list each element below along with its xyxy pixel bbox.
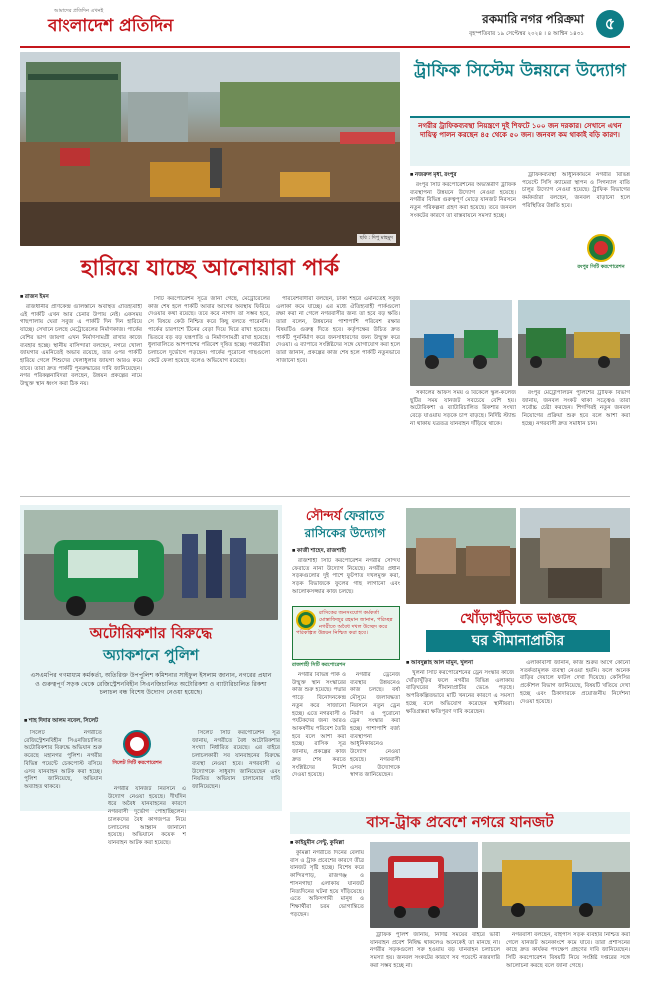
beauty-quote: রাসিকের জনসংযোগ কর্মকর্তা মোস্তাফিজুর রহমান জানান, পরিচ্ছন্ন নগরীতে অবৈধ দখল উচ্ছেদ করে পরিকল্পিত উন্নয়ন নিশ্চিত করা হবে।: [296, 610, 393, 637]
rangpur-logo-label: রংপুর সিটি করপোরেশন: [577, 264, 625, 270]
beauty-headline-line2: রাসিকের উদ্যোগ: [304, 526, 386, 540]
sylhet-city-corporation-logo-icon: [123, 730, 151, 758]
auto-headline-1: অটোরিকশার বিরুদ্ধে: [89, 624, 213, 642]
border-headline-2-bar: [426, 630, 610, 652]
sylhet-logo-box: [108, 730, 166, 782]
street-traffic-illustration: [518, 300, 630, 386]
bus-illustration: [370, 842, 478, 928]
rangpur-logo-box: [572, 234, 630, 288]
park-photo: [20, 52, 400, 246]
beauty-headline-rest: ফেরাতে: [343, 509, 385, 524]
masthead-date: বৃহস্পতিবার ১৯ সেপ্টেম্বর ২০২৪ । ৪ আশ্বিন ১৪৩১: [469, 31, 584, 37]
photo-credit: ছবি : দিপু মাহমুদ: [357, 234, 396, 243]
border-photo-2: [520, 508, 630, 604]
damaged-wall-illustration: [406, 508, 516, 604]
masthead-rule: [20, 46, 630, 48]
auto-photo: [24, 510, 278, 620]
bus-col2: ট্রাফিক পুলিশ জানায়, নির্দিষ্ট সময়ের বাইরে ভারী যানবাহন প্রবেশ নিষিদ্ধ থাকলেও অনেকেই তা মানছে না। নগরীর সড়কগুলো সরু হওয়ায় বড় যানবাহন চলাচলে সমস্যা হয়। জনবল সংকটের কারণে সব পয়েন্টে নজরদারি করা সম্ভব হচ্ছে না।: [370, 932, 500, 969]
auto-highlight: এসএমপির গণমাধ্যম কর্মকর্তা, অতিরিক্ত উপপুলিশ কমিশনার সাইফুল ইসলাম জানান, নগরের প্রধান ও গুরুত্বপূর্ণ সড়ক থেকে রেজিস্ট্রেশনবিহীন সিএনজিচালিত অটোরিকশা ও ব্যাটারিচালিত রিকশা চলাচল বন্ধ বিশেষ উদ্যোগ নেওয়া হয়েছে।: [30, 672, 272, 697]
traffic-highlight-text: নগরীর ট্রাফিকব্যবস্থা নিয়ন্ত্রণে দুই শিফটে ১০০ জন দরকার। সেখানে এখন দায়িত্ব পালন করছেন ৪৫ থেকে ৫০ জন। জনবল কম থাকাই বড়ি কারণ।: [418, 122, 622, 140]
beauty-quote-box: [292, 606, 400, 660]
border-col2: এলাকাবাসী জানান, কাজ শুরুর আগে কোনো সতর্কতামূলক ব্যবস্থা নেওয়া হয়নি। ফলে অনেক বাড়ির দেয়ালে ফাটল দেখা দিয়েছে। কেসিসির প্রকৌশল বিভাগ জানিয়েছে, বিষয়টি খতিয়ে দেখা হচ্ছে এবং ঠিকাদারকে প্রয়োজনীয় নির্দেশনা দেওয়া হয়েছে।: [520, 660, 630, 705]
traffic-photo-street: [518, 300, 630, 386]
rickshaw-illustration: [410, 300, 512, 386]
broken-boundary-illustration: [520, 508, 630, 604]
traffic-col3: সকালের অফিস সময় ও বিকেলে স্কুল-কলেজ ছুটির সময় যানজট সবচেয়ে বেশি হয়। অটোরিকশা ও ব্যাটারিচালিত রিকশার সংখ্যা বেড়ে যাওয়ায় সড়কে চাপ বাড়ছে। নির্দিষ্ট স্ট্যান্ড না থাকায় যত্রতত্র যানবাহন দাঁড়িয়ে থাকে।: [410, 390, 516, 427]
sylhet-logo-label: সিলেট সিটি করপোরেশন: [112, 760, 162, 766]
bus-photo-2: [482, 842, 630, 928]
traffic-headline: ট্রাফিক সিস্টেম উন্নয়নে উদ্যোগ: [414, 61, 626, 81]
park-col2: সিটি করপোরেশন সূত্রে জানা গেছে, মেট্রোরেলের কাজ শেষ হলে পার্কটি আবার আগের অবস্থায় ফিরিয়ে দেওয়ার কথা রয়েছে। তবে কবে নাগাদ তা সম্ভব হবে, সে বিষয়ে কেউ নিশ্চিত করে কিছু বলতে পারেননি। পার্কের চারপাশে টিনের বেড়া দিয়ে ঘিরে রাখা হয়েছে। ভিতরে বড় বড় যন্ত্রপাতি ও নির্মাণসামগ্রী রাখা হয়েছে। ধুলাবালিতে আশপাশের পরিবেশ দূষিত হচ্ছে। পথচারীরা চলাচলে দুর্ভোগে পড়ছেন। পার্কের পুরোনো গাছগুলো কেটে ফেলা হয়েছে বলেও অভিযোগ রয়েছে।: [148, 296, 270, 364]
auto-col3: সিলেট সিটি করপোরেশন সূত্র জানায়, নগরীতে বৈধ অটোরিকশার সংখ্যা নির্ধারিত রয়েছে। এর বাইরে চলাচলকারী সব যানবাহনের বিরুদ্ধে ব্যবস্থা নেওয়া হবে। নগরবাসী এ উদ্যোগকে সাধুবাদ জানিয়েছেন এবং নিয়মিত অভিযান চালানোর দাবি জানিয়েছেন।: [192, 730, 280, 791]
section-divider: [20, 496, 630, 497]
bus-col1: কুমিল্লা নগরীতে দিনের বেলায় বাস ও ট্রাক প্রবেশের কারণে তীব্র যানজট সৃষ্টি হচ্ছে। বিশেষ করে কান্দিরপাড়, রাজগঞ্জ ও শাসনগাছা এলাকায় যানজট নিত্যদিনের ঘটনা হয়ে দাঁড়িয়েছে। এতে অফিসগামী মানুষ ও শিক্ষার্থীরা চরম ভোগান্তিতে পড়ছেন।: [290, 850, 364, 918]
masthead: [20, 6, 630, 46]
traffic-byline: ■ নজরুল মৃধা, রংপুর: [410, 172, 457, 178]
bus-col3: নগরবাসী বলছেন, বাইপাস সড়ক ব্যবহার নিশ্চিত করা গেলে যানজট অনেকাংশে কমে যাবে। তারা প্রশাসনের কাছে দ্রুত কার্যকর পদক্ষেপ গ্রহণের দাবি জানিয়েছেন। সিটি করপোরেশন বিষয়টি নিয়ে সংশ্লিষ্ট দপ্তরের সঙ্গে আলোচনা করছে বলে জানা গেছে।: [506, 932, 630, 969]
auto-headline-2: অ্যাকশনে পুলিশ: [103, 646, 199, 664]
beauty-headline: [290, 508, 400, 525]
page-number: ৫: [596, 10, 624, 38]
bus-photo-1: [370, 842, 478, 928]
masthead-section: রকমারি নগর পরিক্রমা: [482, 12, 584, 26]
beauty-headline-red: সৌন্দর্য: [305, 509, 342, 524]
beauty-col2: নগরীর ড্রেনেজ ব্যবস্থার উন্নয়নেও কাজ চলছে। বর্ষা মৌসুমে জলাবদ্ধতা নিরসনে নতুন ড্রেন নির্মাণ ও পুরোনো ড্রেন সংস্কার করা হচ্ছে। পাশাপাশি বর্জ্য ব্যবস্থাপনা আধুনিকায়নেও উদ্যোগ নেওয়া হয়েছে। নগরবাসী এসব উদ্যোগকে স্বাগত জানিয়েছেন।: [350, 672, 400, 779]
bus-headline: বাস-ট্রাক প্রবেশে নগরে যানজট: [366, 813, 554, 832]
traffic-photo-rickshaw: [410, 300, 512, 386]
park-headline: হারিয়ে যাচ্ছে আনোয়ারা পার্ক: [80, 255, 340, 281]
auto-col2: নগরীর যানজট নিরসনে এ উদ্যোগ নেওয়া হয়েছে। দীর্ঘদিন ধরে অবৈধ যানবাহনের কারণে নগরবাসী দুর্ভোগ পোহাচ্ছিলেন। চালকদের বৈধ কাগজপত্র নিয়ে চলাচলের আহ্বান জানানো হয়েছে। অভিযানে কয়েক শ যানবাহন আটক করা হয়েছে।: [108, 786, 186, 847]
border-byline: ■ আবদুল্লাহ আল মামুন, খুলনা: [406, 660, 473, 666]
construction-site-illustration: [20, 52, 400, 246]
border-photo-1: [406, 508, 516, 604]
traffic-highlight: [410, 116, 630, 166]
border-headline-1: খোঁড়াখুঁড়িতে ভাঙছে: [459, 611, 577, 627]
beauty-lead: রাজশাহী সিটি করপোরেশন নগরীর সৌন্দর্য ফেরাতে নানা উদ্যোগ নিয়েছে। নগরীর প্রধান সড়কগুলোর দুই পাশে ফুটপাত দখলমুক্ত করা, সড়ক বিভাজকে ফুলের গাছ লাগানো এবং আলোকসজ্জার কাজ চলছে।: [292, 558, 400, 595]
masthead-tagline: আমাদের প্রতিদিন এখনই: [54, 8, 104, 14]
park-byline: ■ রাজন ইমন: [20, 294, 49, 300]
auto-byline: ■ শাহ দিদার আলম নবেল, সিলেট: [24, 718, 99, 724]
truck-illustration: [482, 842, 630, 928]
beauty-byline: ■ কাজী শাহেদ, রাজশাহী: [292, 548, 346, 554]
rajshahi-logo-label: রাজশাহী সিটি করপোরেশন: [292, 662, 346, 668]
police-action-illustration: [24, 510, 278, 620]
bus-byline: ■ কাইয়ুমীন সেন্টু, কুমিল্লা: [290, 840, 344, 846]
traffic-col2: ট্রাফিকব্যবস্থা আধুনিকায়নে নগরীর বিভিন্ন পয়েন্টে সিসি ক্যামেরা স্থাপন ও সিগন্যাল বাতি চালুর উদ্যোগ নেওয়া হয়েছে। ট্রাফিক বিভাগের কর্মকর্তারা বলছেন, জনবল বাড়ানো হলে পরিস্থিতির উন্নতি হবে।: [522, 172, 630, 209]
beauty-col1: নগরীর বিভিন্ন পার্ক ও উন্মুক্ত স্থান সংস্কারের কাজ শুরু হয়েছে। পদ্মার পাড়ে বিনোদনকেন্দ্র নতুন করে সাজানো হচ্ছে। এতে নগরবাসী ও পর্যটকদের জন্য আরও আকর্ষণীয় পরিবেশ তৈরি হবে বলে আশা করা হচ্ছে। রাসিক সূত্র জানায়, প্রকল্পের কাজ দ্রুত শেষ করতে সংশ্লিষ্টদের নির্দেশ দেওয়া হয়েছে।: [292, 672, 346, 779]
traffic-col1: রংপুর সিটি করপোরেশনের অভ্যন্তরীণ ট্রাফিক ব্যবস্থাপনা উন্নয়নে উদ্যোগ নেওয়া হয়েছে। নগরীর বিভিন্ন গুরুত্বপূর্ণ মোড়ে যানজট নিরসনে নতুন পরিকল্পনা গ্রহণ করা হয়েছে। তবে জনবল সংকটের কারণে তা বাস্তবায়নে সমস্যা হচ্ছে।: [410, 182, 516, 219]
traffic-col4: রংপুর মেট্রোপলিটন পুলিশের ট্রাফিক বিভাগ জানায়, জনবল সংকট থাকা সত্ত্বেও তারা সর্বোচ্চ চেষ্টা করছেন। শিগগিরই নতুন জনবল নিয়োগের প্রক্রিয়া শুরু হবে বলে আশা করা হচ্ছে। নগরবাসী দ্রুত সমাধান চান।: [522, 390, 630, 427]
rangpur-city-corporation-logo-icon: [587, 234, 615, 262]
auto-col1: সিলেট নগরীতে রেজিস্ট্রেশনবিহীন সিএনজিচালিত অটোরিকশার বিরুদ্ধে অভিযান শুরু করেছে মহানগর পুলিশ। নগরীর বিভিন্ন পয়েন্টে চেকপোস্ট বসিয়ে এসব যানবাহন আটক করা হচ্ছে। পুলিশ জানিয়েছে, অভিযান অব্যাহত থাকবে।: [24, 730, 102, 791]
border-col1: খুলনা সিটি করপোরেশনের ড্রেন সংস্কার কাজে খোঁড়াখুঁড়ির ফলে নগরীর বিভিন্ন এলাকায় বাড়িঘরের সীমানাপ্রাচীর ভেঙে পড়ছে। অপরিকল্পিতভাবে মাটি খননের কারণে এ সমস্যা হচ্ছে বলে অভিযোগ করেছেন স্থানীয়রা। ক্ষতিগ্রস্তরা ক্ষতিপূরণ দাবি করেছেন।: [406, 670, 514, 715]
rajshahi-city-corporation-logo-icon: [296, 610, 316, 630]
park-col1: রাজধানীর প্রাণকেন্দ্র গুলিস্তানে অবস্থিত ঐতিহ্যবাহী এই পার্কটি এখন আর চেনার উপায় নেই। একসময় গাছপালায় ঘেরা সবুজ এ পার্কটি দিন দিন হারিয়ে যাচ্ছে। সেখানে চলছে মেট্রোরেলের নির্মাণকাজ। পার্কের বেশির ভাগ জায়গা এখন নির্মাণসামগ্রী রাখার কাজে ব্যবহার হচ্ছে। স্থানীয় বাসিন্দারা বলছেন, নগরে খোলা জায়গার এমনিতেই অভাব রয়েছে, তার ওপর পার্কটি হারিয়ে গেলে শিশুদের খেলাধুলার জায়গা আরও কমে যাবে। তারা দ্রুত পার্কটি পুনরুদ্ধারের দাবি জানিয়েছেন। নগর পরিকল্পনাবিদরা বলছেন, উন্নয়ন প্রকল্পের নামে উন্মুক্ত স্থান ধ্বংস করা ঠিক নয়।: [20, 304, 142, 388]
masthead-title: বাংলাদেশ প্রতিদিন: [48, 16, 174, 36]
bus-headline-bar: [290, 812, 630, 834]
border-headline-2: ঘর সীমানাপ্রাচীর: [471, 632, 565, 649]
park-col3: পরিবেশবাদীরা বলছেন, ঢাকা শহরে এমনিতেই সবুজ এলাকা কমে যাচ্ছে। এর মধ্যে ঐতিহ্যবাহী পার্কগুলো রক্ষা করা না গেলে নগরবাসীর জন্য তা হবে বড় ক্ষতি। তারা বলেন, উন্নয়নের পাশাপাশি পরিবেশ রক্ষার বিষয়টিও গুরুত্ব দিতে হবে। কর্তৃপক্ষের উচিত দ্রুত পার্কটি পুনর্নির্মাণ করে জনসাধারণের জন্য উন্মুক্ত করে দেওয়া। এ ব্যাপারে সংশ্লিষ্টদের সঙ্গে যোগাযোগ করা হলে তারা জানান, প্রকল্পের কাজ শেষ হলে পার্কটি নতুনভাবে সাজানো হবে।: [276, 296, 400, 364]
